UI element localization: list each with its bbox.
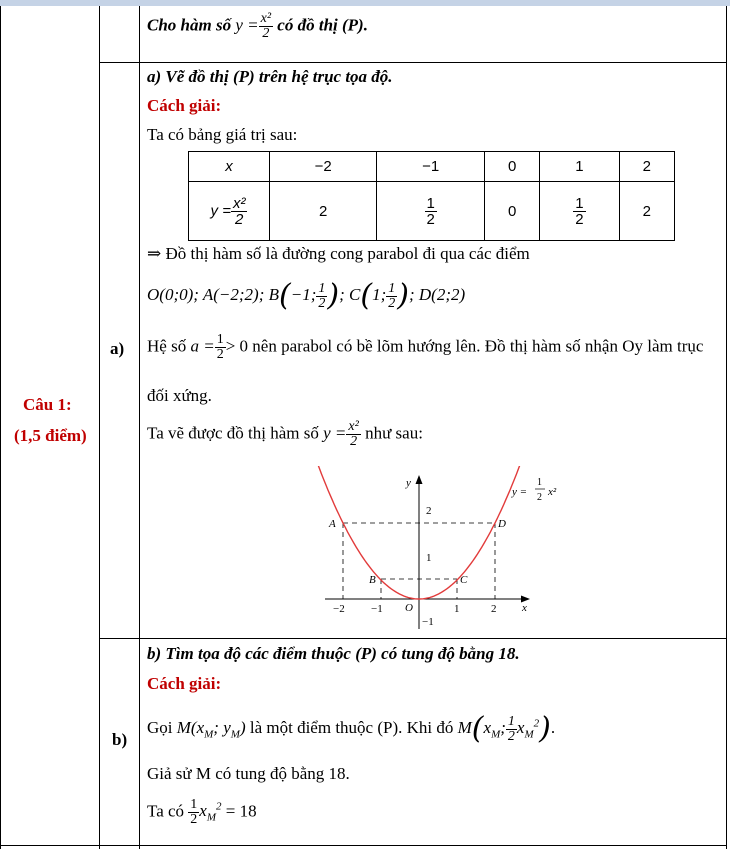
svg-text:1: 1 (537, 477, 542, 488)
point-b-label: B (369, 574, 376, 586)
grid-left-border (0, 6, 1, 849)
grid-col-divider-2 (139, 6, 140, 849)
grid-right-border (726, 6, 727, 849)
curve-equation (511, 477, 557, 503)
table-row (189, 182, 675, 241)
table-cell: −2 (270, 152, 377, 182)
grid-row-divider-2 (99, 638, 727, 639)
part-b-label: b) (112, 730, 128, 749)
parabola-graph (300, 466, 570, 636)
table-cell: 1 (540, 152, 619, 182)
part-b-method: Cách giải: (147, 674, 222, 693)
table-cell: 2 (619, 152, 674, 182)
y-axis-arrow-icon (416, 475, 423, 484)
value-table (188, 151, 675, 241)
y-tick-minus1: −1 (422, 616, 434, 628)
coefficient-line: Hệ số a = $\frac{1}{2}$ > 0 nên parabol có bề lõm hướng lên. Đồ thị hàm số nhận Oy làm trục (147, 332, 704, 362)
question-points: (1,5 điểm) (14, 426, 87, 445)
part-a-method: Cách giải: (147, 96, 222, 115)
parabola-conclusion: ⇒ Đồ thị hàm số là đường cong parabol đi qua các điểm (147, 244, 530, 263)
intro-statement: Cho hàm số y = $\frac{\text{x²}}{2}$ có đồ thị (P). (147, 11, 368, 41)
x-tick-2: 2 (491, 603, 497, 615)
svg-text:2: 2 (537, 492, 542, 503)
table-cell: 2 (619, 182, 674, 241)
table-cell: x (189, 152, 270, 182)
points-list: O(0;0); A(−2;2); B(−1; $\frac{1}{2}$ ); C(1; $\frac{1}{2}$ ); D(2;2) (147, 278, 466, 313)
svg-text:y =: y = (512, 486, 528, 498)
part-b-line-2: Giả sử M có tung độ bằng 18. (147, 764, 350, 783)
table-row (189, 152, 675, 182)
origin-label: O (405, 602, 413, 614)
table-cell: $\frac{1}{2}$ (377, 182, 484, 241)
y-tick-2: 2 (426, 505, 432, 517)
part-b-line-1: Gọi $M(x_M$; $y_M$) là một điểm thuộc (P). Khi đó $M(x_M$; $\frac{1}{2}$ $x_M^2$). (147, 711, 556, 746)
part-b-heading: b) Tìm tọa độ các điểm thuộc (P) có tung độ bằng 18. (147, 644, 520, 663)
x-tick-1: 1 (454, 603, 460, 615)
top-bar (0, 0, 730, 6)
x-tick-minus2: −2 (333, 603, 345, 615)
question-title: Câu 1: (23, 395, 72, 414)
table-intro: Ta có bảng giá trị sau: (147, 125, 298, 144)
table-cell: 0 (484, 182, 539, 241)
grid-bottom-border (0, 845, 727, 846)
y-tick-1: 1 (426, 552, 432, 564)
coefficient-line-2: đối xứng. (147, 386, 212, 405)
table-cell: −1 (377, 152, 484, 182)
grid-col-divider-1 (99, 6, 100, 849)
part-a-heading: a) Vẽ đồ thị (P) trên hệ trục tọa độ. (147, 67, 393, 86)
point-c-label: C (460, 574, 468, 586)
table-cell: $\frac{1}{2}$ (540, 182, 619, 241)
table-cell: y = $\frac{\text{x²}}{2}$ (189, 182, 270, 241)
x-tick-minus1: −1 (371, 603, 383, 615)
point-a-label: A (329, 518, 336, 530)
part-b-line-3: Ta có $\frac{1}{2}$ $x_M^2 = 18$ (147, 797, 257, 827)
draw-graph-line: Ta vẽ được đồ thị hàm số y = $\frac{\text{x²}}{2}$ như sau: (147, 419, 423, 449)
y-axis-label: y (406, 477, 411, 489)
table-cell: 0 (484, 152, 539, 182)
part-a-label: a) (110, 339, 125, 358)
point-d-label: D (498, 518, 506, 530)
x-axis-label: x (522, 602, 527, 614)
table-cell: 2 (270, 182, 377, 241)
svg-text:x²: x² (548, 486, 557, 498)
grid-row-divider-1 (99, 62, 727, 63)
